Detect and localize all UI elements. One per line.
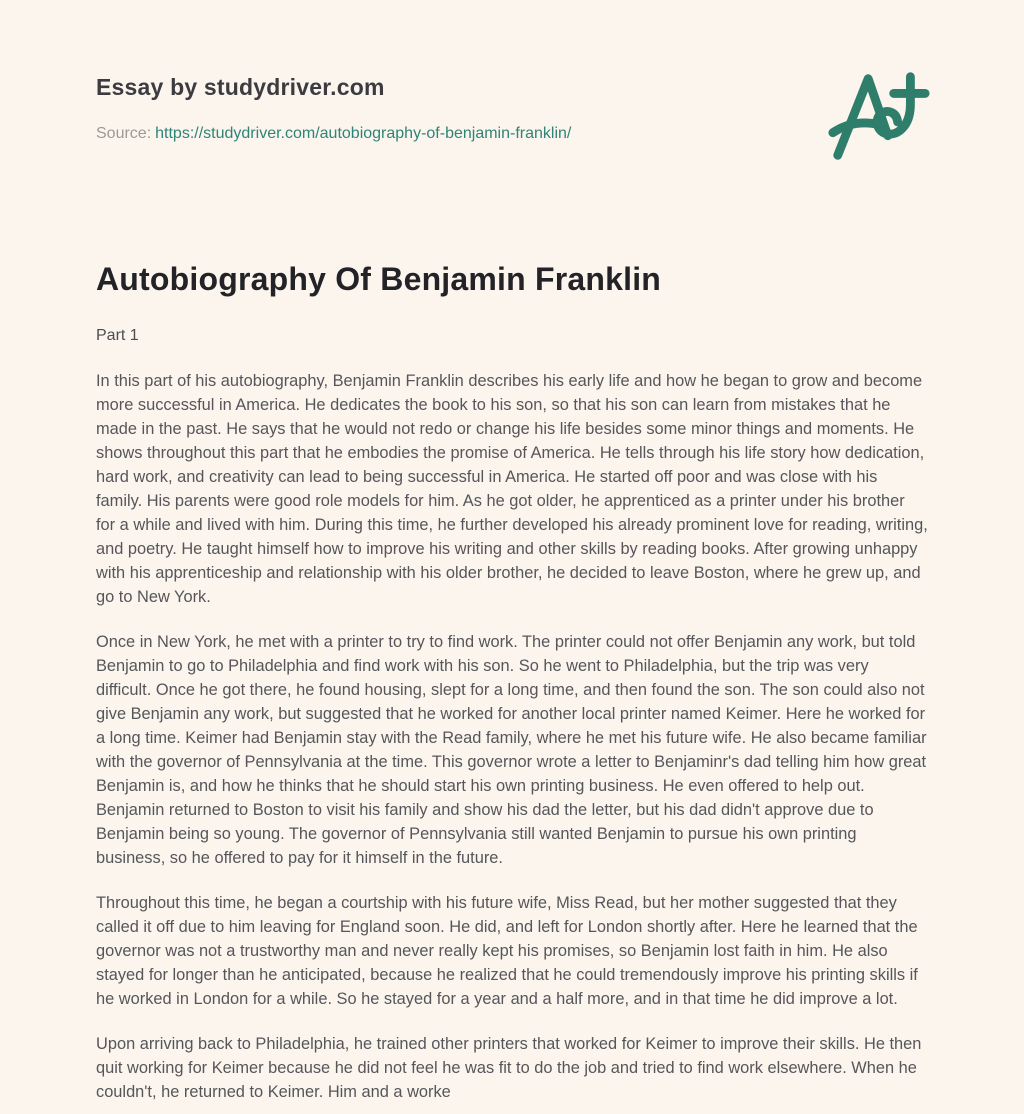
essay-paragraph: Once in New York, he met with a printer to try to find work. The printer could not offer Benjamin any work, but told Benjamin to go to Philadelphia and find work with his son. So he went to Philadelphia, but the trip was very difficult. Once he got there, he found housing, slept for a long time, and then found the son. The son could also not give Benjamin any work, but suggested that he worked for another local printer named Keimer. Here he worked for a long time. Keimer had Benjamin stay with the Read family, where he met his future wife. He also became familiar with the governor of Pennsylvania at the time. This governor wrote a letter to Benjaminr's dad telling him how great Benjamin is, and how he thinks that he should start his own printing business. He even offered to help out. Benjamin returned to Boston to visit his family and show his dad the letter, but his dad didn't approve due to Benjamin being so young. The governor of Pennsylvania still wanted Benjamin to pursue his own printing business, so he offered to pay for it himself in the future. xyxy=(96,633,927,867)
essay-paragraph: Throughout this time, he began a courtship with his future wife, Miss Read, but her mother suggested that they called it off due to him leaving for England soon. He did, and left for London shortly after. Here he learned that the governor was not a trustworthy man and never really kept his promises, so Benjamin lost faith in him. He also stayed for longer than he anticipated, because he realized that he could tremendously improve his printing skills if he worked in London for a while. So he stayed for a year and a half more, and in that time he did improve a lot. xyxy=(96,894,918,1008)
document-page xyxy=(96,0,928,1104)
source-url-link[interactable]: https://studydriver.com/autobiography-of-benjamin-franklin/ xyxy=(155,125,572,142)
section-label: Part 1 xyxy=(96,327,139,344)
essay-paragraph: In this part of his autobiography, Benjamin Franklin describes his early life and how he began to grow and become more successful in America. He dedicates the book to his son, so that his son can learn from mistakes that he made in the past. He says that he would not redo or change his life besides some minor things and moments. He shows throughout this part that he embodies the promise of America. He tells through his life story how dedication, hard work, and creativity can lead to being successful in America. He started off poor and was close with his family. His parents were good role models for him. As he got older, he apprenticed as a printer under his brother for a while and lived with him. During this time, he further developed his already prominent love for reading, writing, and poetry. He taught himself how to improve his writing and other skills by reading books. After growing unhappy with his apprenticeship and relationship with his older brother, he decided to leave Boston, where he grew up, and go to New York. xyxy=(96,372,928,606)
page-title: Autobiography Of Benjamin Franklin xyxy=(96,261,662,297)
document-header xyxy=(96,0,928,143)
essay-paragraph: Upon arriving back to Philadelphia, he trained other printers that worked for Keimer to improve their skills. He then quit working for Keimer because he did not feel he was fit to do the job and tried to find work elsewhere. When he couldn't, he returned to Keimer. Him and a worke xyxy=(96,1035,922,1101)
essay-by-heading: Essay by studydriver.com xyxy=(96,74,385,100)
essay-body xyxy=(96,369,928,1104)
a-plus-logo-icon xyxy=(824,60,932,172)
source-line xyxy=(96,125,928,143)
source-label: Source: xyxy=(96,125,152,142)
